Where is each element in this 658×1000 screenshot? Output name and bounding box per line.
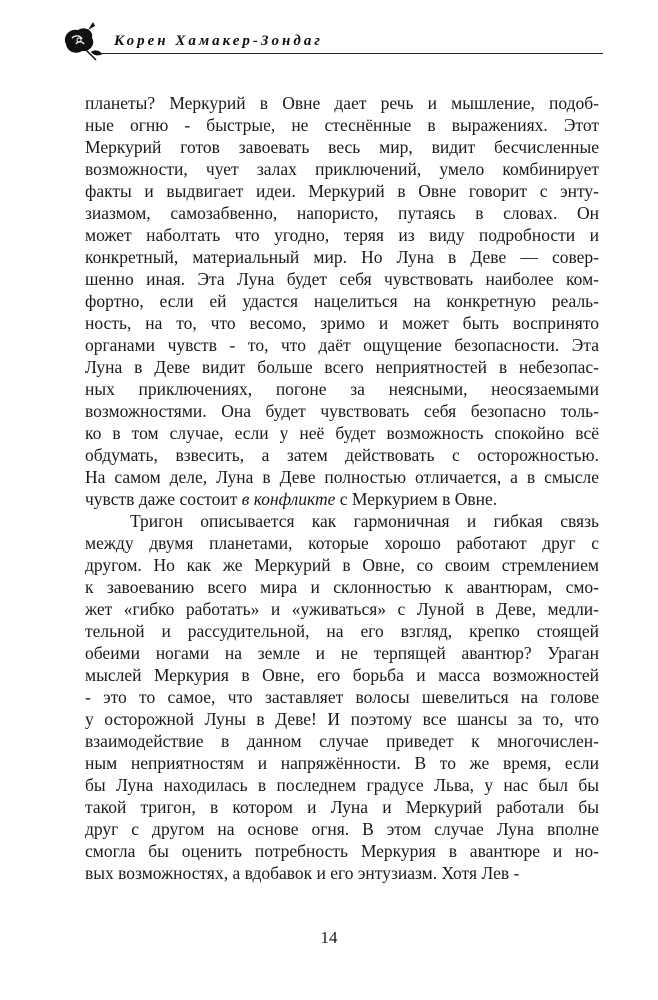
text-line: друг с другом на основе огня. В этом случае Луна вполне <box>85 819 599 839</box>
emphasis-text: в конфликте <box>241 489 336 509</box>
text-line: органами чувств - то, что даёт ощущение безопасности. Эта <box>85 335 599 355</box>
text-line: возможностями. Она будет чувствовать себя безопасно толь- <box>85 401 599 421</box>
text-line: ность, на то, что весомо, зримо и может быть воспринято <box>85 313 599 333</box>
text-line: ным неприятностям и напряжённости. В то же время, если <box>85 753 599 773</box>
text-line: Луна в Деве видит больше всего неприятностей в небезопас- <box>85 357 599 377</box>
text-line: бы Луна находилась в последнем градусе Льва, у нас был бы <box>85 775 599 795</box>
text-line <box>85 488 599 510</box>
text-line: планеты? Меркурий в Овне дает речь и мышление, подоб- <box>85 93 599 113</box>
text-line: обдумать, взвесить, а затем действовать с осторожностью. <box>85 445 599 465</box>
text-line: ных приключениях, погоне за неясными, неосязаемыми <box>85 379 599 399</box>
text-line: тельной и рассудительной, на его взгляд, крепко стоящей <box>85 621 599 641</box>
page-number: 14 <box>320 928 338 947</box>
text-line: возможности, чует залах приключений, умело комбинирует <box>85 159 599 179</box>
rose-icon <box>58 22 102 62</box>
paragraph-2 <box>85 510 599 884</box>
text-line: конкретный, материальный мир. Но Луна в Деве — совер- <box>85 247 599 267</box>
text-line: может наболтать что угодно, теряя из виду подробности и <box>85 225 599 245</box>
paragraph-1 <box>85 92 599 488</box>
text-line: другом. Но как же Меркурий в Овне, со своим стремлением <box>85 555 599 575</box>
text-line: между двумя планетами, которые хорошо работают друг с <box>85 533 599 553</box>
author-name: Корен Хамакер-Зондаг <box>114 33 323 49</box>
text-line: зиазмом, самозабвенно, напористо, путаясь в словах. Он <box>85 203 599 223</box>
text-line: вых возможностях, а вдобавок и его энтузиазм. Хотя Лев - <box>85 863 520 883</box>
text-line: взаимодействие в данном случае приведет к многочислен- <box>85 731 599 751</box>
text-line: ко в том случае, если у неё будет возможность спокойно всё <box>85 423 599 443</box>
text-segment: чувств даже состоит <box>85 489 242 509</box>
text-line: Тригон описывается как гармоничная и гибкая связь <box>130 511 599 531</box>
text-line: смогла бы оценить потребность Меркурия в авантюре и но- <box>85 841 599 861</box>
text-line: Меркурий готов завоевать весь мир, видит бесчисленные <box>85 137 599 157</box>
text-line: фортно, если ей удастся нацелиться на конкретную реаль- <box>85 291 599 311</box>
text-line: такой тригон, в котором и Луна и Меркурий работали бы <box>85 797 599 817</box>
page-body <box>85 92 599 884</box>
text-line: факты и выдвигает идеи. Меркурий в Овне говорит с энту- <box>85 181 599 201</box>
text-line: На самом деле, Луна в Деве полностью отличается, а в смысле <box>85 467 599 487</box>
text-line: к завоеванию всего мира и склонностью к авантюрам, смо- <box>85 577 599 597</box>
text-line: обеими ногами на земле и не терпящей авантюр? Ураган <box>85 643 599 663</box>
running-header <box>58 22 603 62</box>
text-line: мыслей Меркурия в Овне, его борьба и масса возможностей <box>85 665 599 685</box>
text-line: жет «гибко работать» и «уживаться» с Луной в Деве, медли- <box>85 599 599 619</box>
header-rule <box>98 53 603 54</box>
text-line: у осторожной Луны в Деве! И поэтому все шансы за то, что <box>85 709 599 729</box>
text-line: ные огню - быстрые, не стеснённые в выражениях. Этот <box>85 115 599 135</box>
text-line: - это то самое, что заставляет волосы шевелиться на голове <box>85 687 599 707</box>
text-segment: с Меркурием в Овне. <box>335 489 498 509</box>
text-line: шенно иная. Эта Луна будет себя чувствовать наиболее ком- <box>85 269 599 289</box>
